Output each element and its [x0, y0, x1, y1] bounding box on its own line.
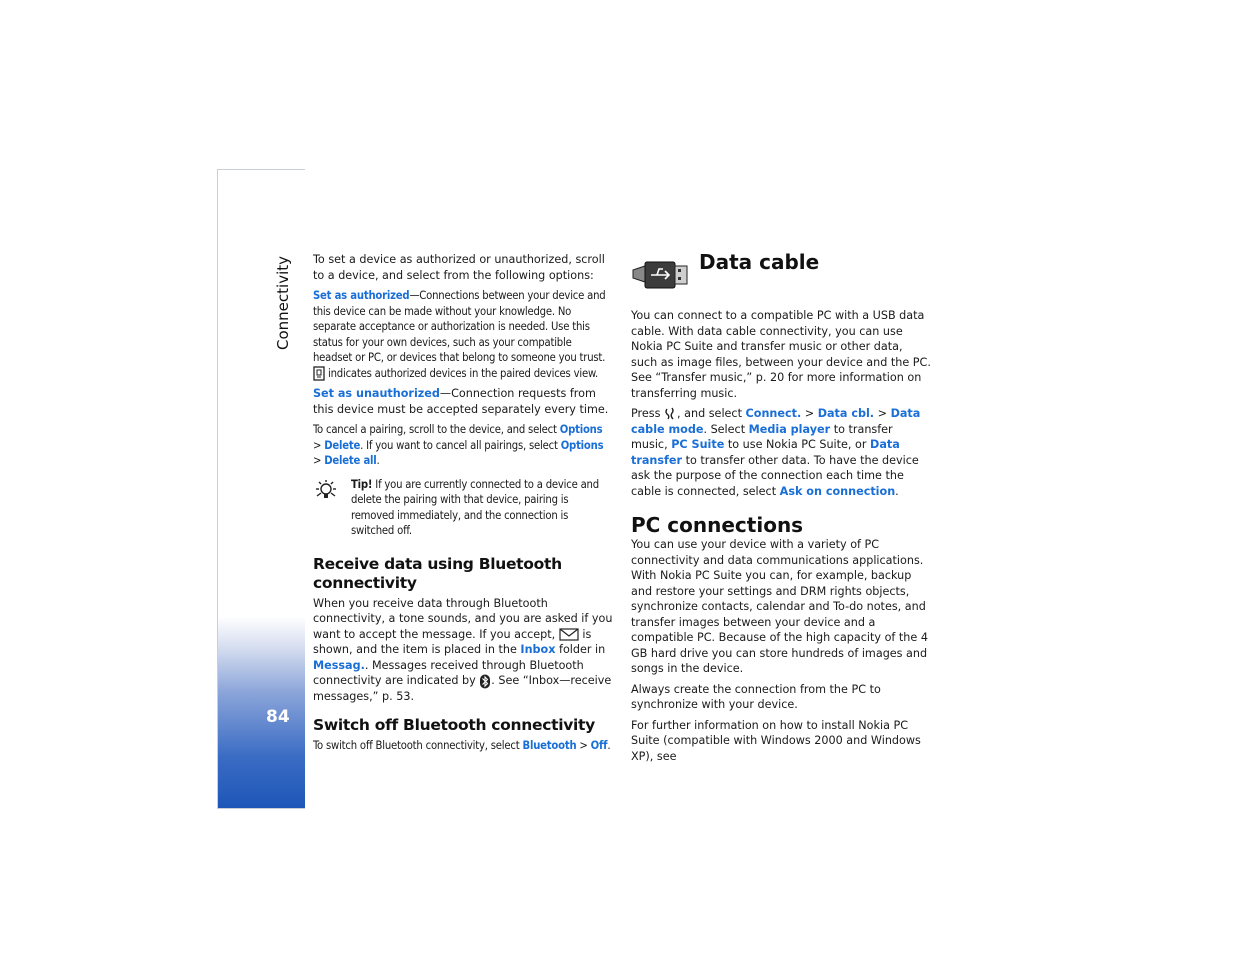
data-cable-paragraph: You can connect to a compatible PC with a USB data cable. With data cable connectivity, you can use Nokia PC Suite and transfer music or other data, such as image files, between your device and the PC. See “Transfer music,” p. 20 for more information on transferring music.	[631, 309, 931, 400]
data-cbl-label: Data cbl.	[817, 407, 875, 420]
connect-label: Connect.	[745, 407, 802, 420]
pc-connections-paragraph-3: For further information on how to install Nokia PC Suite (compatible with Windows 2000 and Windows XP), see	[631, 718, 921, 763]
pc-connections-heading: PC connections	[631, 513, 804, 537]
receive-text-4: . Messages received through Bluetooth connectivity are indicated by	[313, 658, 584, 687]
press-text-3: to transfer music,	[631, 422, 893, 451]
data-transfer-label: Data transfer	[631, 438, 900, 467]
section-label: Connectivity	[274, 256, 292, 350]
options-menu-label: Options	[559, 423, 603, 436]
switch-off-paragraph	[313, 738, 613, 754]
press-text-4: to use Nokia PC Suite, or	[727, 438, 867, 451]
receive-heading: Receive data using Bluetooth connectivity	[313, 554, 562, 592]
option-unauthorized-text: —Connection requests from this device must be accepted separately every time.	[313, 387, 609, 416]
intro-paragraph: To set a device as authorized or unauthorized, scroll to a device, and select from the following options:	[313, 253, 605, 282]
option-authorized-text-2: indicates authorized devices in the paired devices view.	[328, 366, 598, 380]
envelope-icon	[559, 628, 579, 641]
receive-text: When you receive data through Bluetooth connectivity, a tone sounds, and you are asked if you want to accept the message. If you accept,	[313, 596, 613, 641]
pc-connections-paragraph-1: You can use your device with a variety of PC connectivity and data communications applications. With Nokia PC Suite you can, for example, backup and restore your settings and DRM rights objects, synchronize contacts, calendar and To-do notes, and transfer images between your device and a compatible PC. Because of the high capacity of the 4 GB hard drive you can store hundreds of images and songs in the device.	[631, 538, 928, 675]
option-authorized-text: —Connections between your device and this device can be made without your knowledge. No separate acceptance or authorization is needed. Use this status for your own devices, such as your compatible headset or PC, or devices that belong to someone you trust.	[313, 289, 606, 364]
data-cable-header	[631, 252, 931, 300]
receive-paragraph	[313, 596, 613, 705]
switch-text: To switch off Bluetooth connectivity, select	[313, 739, 520, 752]
pc-connections-paragraph-2: Always create the connection from the PC to synchronize with your device.	[631, 682, 881, 711]
receive-text-3: folder in	[559, 643, 606, 656]
data-cable-mode-label: Data cable mode	[631, 407, 921, 436]
tip-label: Tip!	[351, 477, 373, 491]
switch-off-heading: Switch off Bluetooth connectivity	[313, 716, 595, 734]
press-text-2: . Select	[703, 422, 746, 436]
set-as-authorized-label: Set as authorized	[313, 289, 410, 302]
page-number: 84	[266, 707, 290, 727]
tip-text: If you are currently connected to a device and delete the pairing with that device, pairing is removed immediately, and the connection is switched off.	[351, 477, 599, 537]
media-player-label: Media player	[748, 422, 831, 436]
set-as-unauthorized-label: Set as unauthorized	[313, 387, 440, 400]
press-text-1: , and select	[677, 407, 742, 420]
authorized-device-icon	[313, 366, 325, 381]
bluetooth-icon	[479, 674, 491, 689]
cancel-text: To cancel a pairing, scroll to the device, and select	[313, 423, 557, 436]
inbox-label: Inbox	[520, 643, 556, 656]
usb-cable-icon	[631, 256, 689, 292]
cancel-text-2: . If you want to cancel all pairings, select	[360, 438, 558, 452]
cancel-pairing-paragraph	[313, 422, 613, 469]
press-text-5: to transfer other data. To have the device ask the purpose of the connection each time the cable is connected, select	[631, 453, 919, 498]
receive-text-5: . See “Inbox—receive messages,” p. 53.	[313, 674, 612, 703]
ask-on-connection-label: Ask on connection	[779, 484, 896, 498]
option-authorized	[313, 288, 613, 381]
separator-4: >	[804, 407, 815, 420]
press-text: Press	[631, 407, 661, 420]
data-cable-press-paragraph	[631, 406, 931, 499]
messag-label: Messag.	[313, 658, 365, 672]
separator: >	[313, 438, 322, 452]
menu-key-icon	[664, 407, 677, 421]
data-cable-heading: Data cable	[699, 250, 820, 274]
bluetooth-label: Bluetooth	[522, 739, 577, 752]
separator-5: >	[877, 407, 887, 420]
option-unauthorized	[313, 386, 613, 417]
options-menu-label-2: Options	[560, 438, 604, 452]
separator-2: >	[313, 454, 322, 467]
switch-end: .	[607, 739, 611, 752]
right-column	[631, 252, 931, 769]
separator-3: >	[579, 739, 588, 752]
tip-box	[313, 477, 613, 539]
off-label: Off	[590, 739, 608, 752]
delete-all-label: Delete all	[324, 454, 377, 467]
press-end: .	[895, 484, 899, 498]
delete-label: Delete	[324, 438, 361, 452]
left-column	[313, 252, 613, 759]
tip-bulb-icon	[313, 479, 339, 501]
pc-suite-label: PC Suite	[671, 438, 725, 451]
cancel-end: .	[376, 454, 380, 467]
receive-text-2: is shown, and the item is placed in the	[313, 627, 592, 656]
